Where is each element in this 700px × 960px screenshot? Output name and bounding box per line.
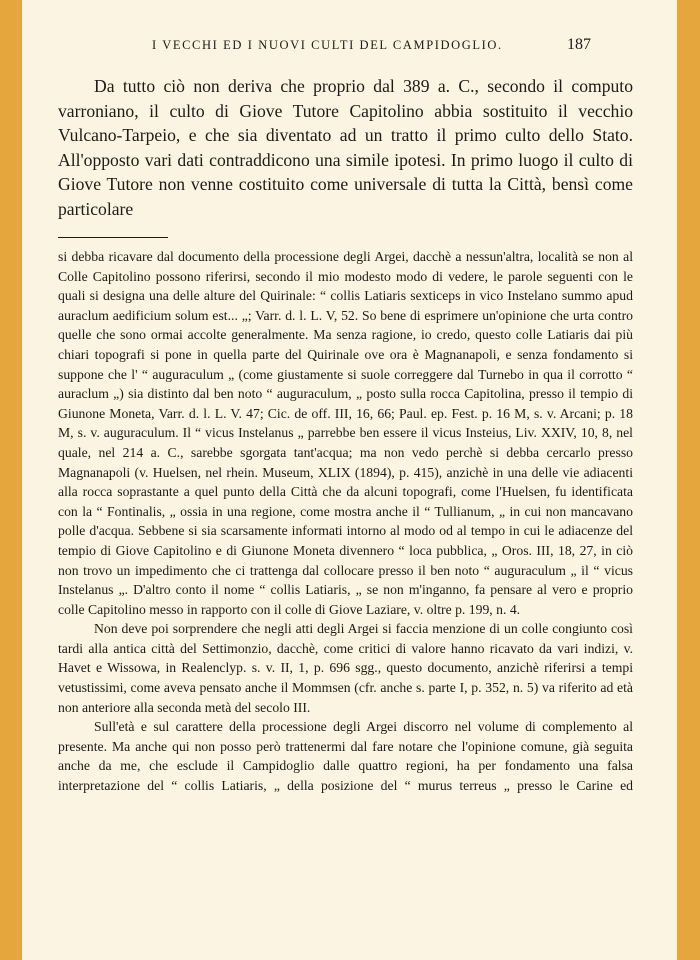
main-paragraph: Da tutto ciò non deriva che proprio dal 389 a. C., secondo il computo varroniano, il culto di Giove Tutore Capitolino abbia sostituito il vecchio Vulcano-Tarpeio, e che sia diventato ad un tratto il primo culto dello Stato. All'opposto vari dati contraddicono una simile ipotesi. In primo luogo il culto di Giove Tutore non venne costituito come universale di tutta la Città, bensì come particolare [58, 76, 633, 219]
book-page [22, 0, 677, 960]
page-header [22, 36, 677, 56]
footnote-separator [58, 237, 168, 238]
footnote-paragraph: Sull'età e sul carattere della processione degli Argei discorro nel volume di complemento al presente. Ma anche qui non posso però trattenermi dal fare notare che l'opinione comune, già seguita anche da me, che esclude il Campidoglio dalle quattro regioni, ha per fondamento una falsa interpretazione del “ collis Latiaris, „ della posizione del “ murus terreus „ presso le Carine ed [58, 719, 633, 794]
footnote [58, 247, 633, 796]
running-title: I VECCHI ED I NUOVI CULTI DEL CAMPIDOGLIO. [152, 38, 503, 52]
main-text [58, 74, 633, 222]
footnote-paragraph: si debba ricavare dal documento della processione degli Argei, dacchè a nessun'altra, località se non al Colle Capitolino possono riferirsi, secondo il mio modesto modo di vedere, le parole seguenti con le quali si designa una delle alture del Quirinale: “ collis Latiaris sexticeps in vico Instelano summo apud auraclum aedificium solum est... „; Varr. d. l. L. V, 52. So bene di esprimere un'opinione che urta contro quelle che sono ormai accolte generalmente. Ma senza ragione, io credo, questo colle Latiaris dai più chiari topografi si pone in quella parte del Quirinale ove ora è Magnanapoli, e senza fondamento si suppone che l' “ auguraculum „ (come giustamente si suole correggere dal Turnebo in qua il corrotto “ auraclum „) sia distinto dal ben noto “ auguraculum, „ posto sulla rocca Capitolina, presso il tempio di Giunone Moneta, Varr. d. l. L. V. 47; Cic. de off. III, 16, 66; Paul. ep. Fest. p. 16 M, s. v. Arcani; p. 18 M, s. v. auguraculum. Il “ vicus Instelanus „ parrebbe ben essere il vicus Insteius, Liv. XXIV, 10, 8, nel quale, nel 214 a. C., sarebbe sgorgata tant'acqua; ma non vedo perchè si debba cercarlo presso Magnanapoli (v. Huelsen, nel rhein. Museum, XLIX (1894), p. 415), anzichè in una delle vie adiacenti alla rocca soprastante a quel punto della Città che da alcuni topografi, come l'Huelsen, fu identificata con la “ Fontinalis, „ ossia in una regione, come mostra anche il “ Tullianum, „ in cui non mancavano polle d'acqua. Sebbene si sia scarsamente informati intorno al modo od al tempo in cui le adiacenze del tempio di Giove Capitolino e di Giunone Moneta divennero “ loca pubblica, „ Oros. III, 18, 27, in ciò non trovo un impedimento che ci trattenga dal collocare presso il ben noto “ auguraculum „ il “ vicus Instelanus „. D'altro conto il nome “ collis Latiaris, „ se non m'inganno, fa pensare al vero e proprio colle Capitolino messo in rapporto con il colle di Giove Laziare, v. oltre p. 199, n. 4. [58, 249, 633, 617]
page-number: 187 [567, 36, 591, 53]
footnote-paragraph: Non deve poi sorprendere che negli atti degli Argei si faccia menzione di un colle congiunto così tardi alla antica città del Settimonzio, dacchè, come critici di valore hanno ricavato da vari indizi, v. Havet e Wissowa, in Realenclyp. s. v. II, 1, p. 696 sgg., questo documento, anzichè riferirsi a tempi vetustissimi, come aveva pensato anche il Mommsen (cfr. anche s. parte I, p. 352, n. 5) va riferito ad età non anteriore alla seconda metà del secolo III. [58, 621, 633, 715]
